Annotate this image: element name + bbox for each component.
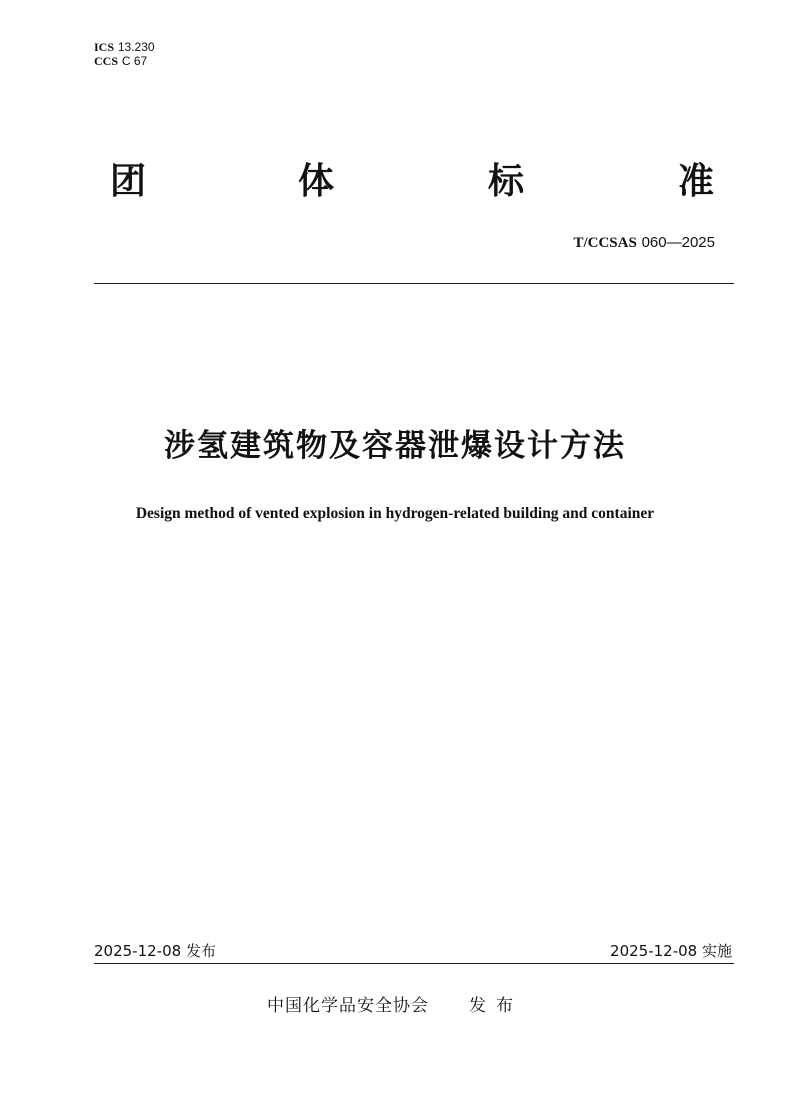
ccs-label: CCS [94,54,119,68]
standard-code [573,233,715,252]
ics-value: 13.230 [117,40,155,54]
publish-date: 2025-12-08 发布 [94,942,216,960]
standard-type-char-2: 体 [298,161,335,202]
standard-code-prefix: T/CCSAS [573,235,637,251]
publisher-action: 发布 [469,996,523,1016]
ics-line [94,41,155,54]
ics-label: ICS [94,40,115,54]
ccs-value: C 67 [121,54,148,68]
standard-type-char-1: 团 [110,161,147,202]
header-divider [94,283,734,284]
footer-divider [94,963,734,964]
ccs-line [94,55,147,68]
title-chinese: 涉氢建筑物及容器泄爆设计方法 [164,428,626,464]
standard-code-number: 060—2025 [641,234,715,251]
title-english: Design method of vented explosion in hydrogen-related building and container [135,505,655,522]
standard-type-char-3: 标 [488,161,525,202]
publisher [0,991,790,1016]
publisher-org: 中国化学品安全协会 [267,996,429,1016]
standard-type-char-4: 准 [678,161,715,202]
implement-date: 2025-12-08 实施 [610,942,732,960]
